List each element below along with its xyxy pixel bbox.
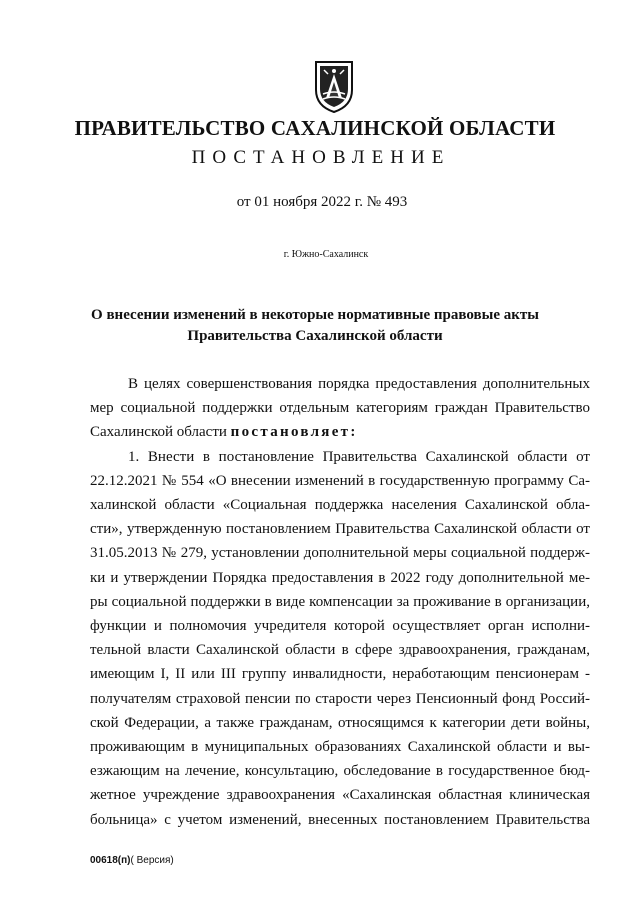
document-body [90,372,590,832]
item-line: ской Федерации, а также гражданам, относящимся к категории дети войны, [90,714,590,731]
item-line: 31.05.2013 № 279, установлении дополнительной меры социальной поддерж- [90,545,590,562]
subject-line: О внесении изменений в некоторые нормативные правовые акты [91,307,539,323]
preamble-line: В целях совершенствования порядка предоставления дополнительных [128,376,590,392]
item-line: ры социальной поддержки в виде компенсации за проживание в организации, [90,593,590,610]
item-line: проживающим в муниципальных образованиях Сахалинской области и вы- [90,739,590,756]
preamble-text: Сахалинской области [90,424,227,441]
footer-version: ( Версия) [130,855,174,866]
item-line: имеющим I, II или III группу инвалидности, неработающим пенсионерам - [90,666,590,683]
item-line: 22.12.2021 № 554 «О внесении изменений в государственную программу Са- [90,472,590,489]
item-line: жетное учреждение здравоохранения «Сахалинская областная клиническая [90,787,590,804]
item-line: тельной власти Сахалинской области в сфере здравоохранения, гражданам, [90,642,590,659]
footer-code-number: 00618(п) [90,855,131,866]
item-line: функции и полномочия учредителя которой осуществляет орган исполни- [90,618,590,635]
preamble-line: мер социальной поддержки отдельным категориям граждан Правительство [90,400,590,417]
item-line: получателям страховой пенсии по старости через Пенсионный фонд Россий- [90,690,590,707]
subject-line: Правительства Сахалинской области [187,328,443,344]
coat-of-arms-icon [312,60,356,114]
item-line: ки и утверждении Порядка предоставления в 2022 году дополнительной ме- [90,569,590,586]
preamble-emphasis: постановляет: [230,424,358,441]
footer-code [90,855,174,866]
document-subject [0,305,630,347]
document-type: ПОСТАНОВЛЕНИЕ [191,147,451,168]
document-date-number: от 01 ноября 2022 г. № 493 [236,194,408,210]
document-city: г. Южно-Сахалинск [283,249,369,260]
item-line: 1. Внести в постановление Правительства Сахалинской области от [128,448,590,465]
item-line: сти», утвержденную постановлением Правительства Сахалинской области от [90,521,590,538]
preamble-line-last [90,420,590,444]
item-line: езжающим на лечение, консультацию, обследование в государственное бюд- [90,763,590,780]
item-line: больница» с учетом изменений, внесенных постановлением Правительства [90,811,590,828]
organization-title: ПРАВИТЕЛЬСТВО САХАЛИНСКОЙ ОБЛАСТИ [74,116,556,140]
item-line: халинской области «Социальная поддержка населения Сахалинской обла- [90,497,590,514]
